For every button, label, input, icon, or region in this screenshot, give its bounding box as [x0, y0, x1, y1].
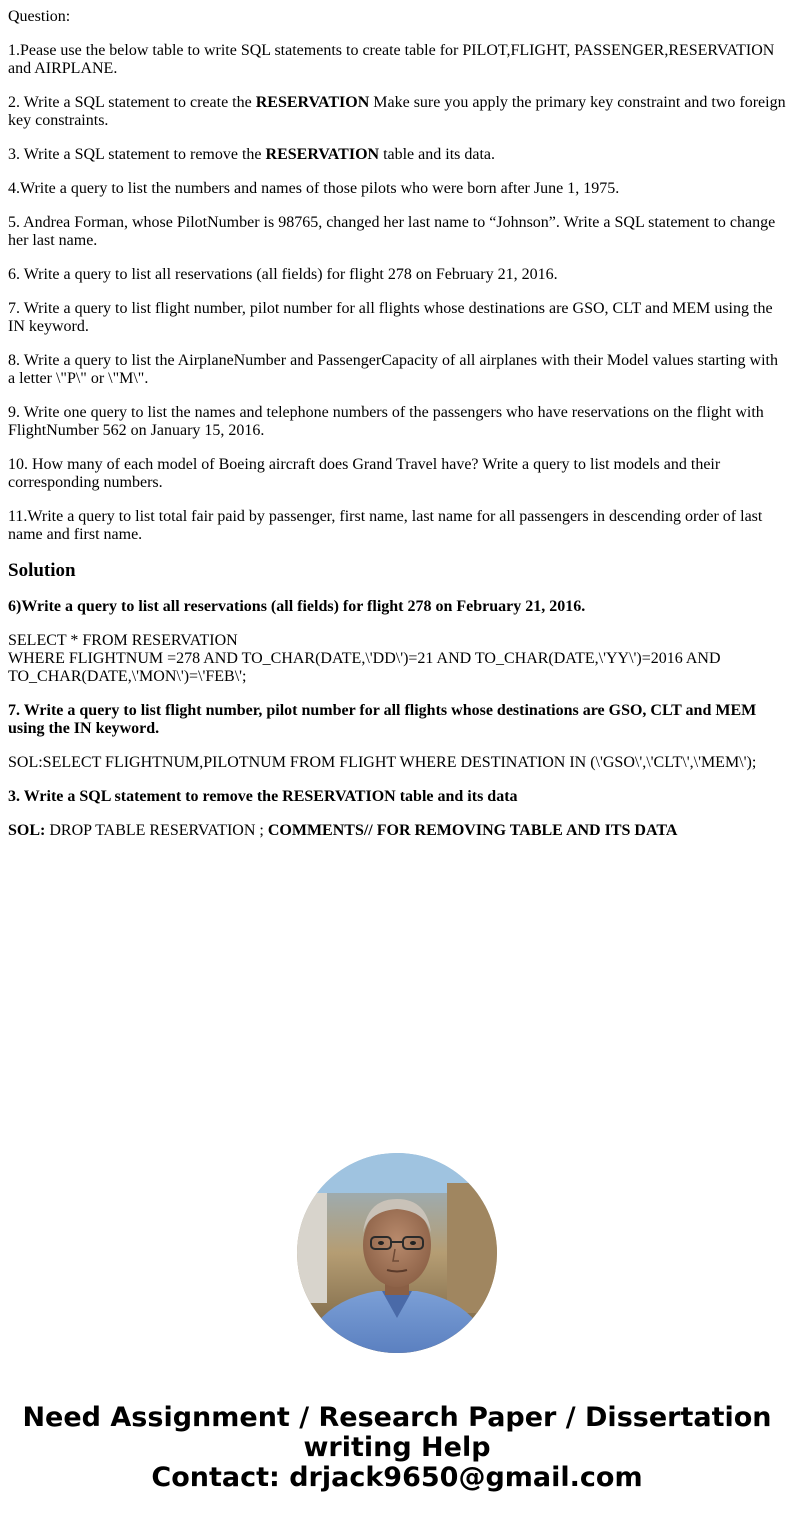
question-item-7: 7. Write a query to list flight number, pilot number for all flights whose destinations are GSO, CLT and MEM using the IN keyword.	[8, 300, 773, 335]
footer-line-2: writing Help	[303, 1432, 491, 1463]
question-item-6: 6. Write a query to list all reservations (all fields) for flight 278 on February 21, 2016.	[8, 266, 558, 283]
footer-line-1: Need Assignment / Research Paper / Dissertation	[22, 1402, 772, 1433]
solution-heading: Solution	[8, 560, 76, 581]
solution-q7-sql: SOL:SELECT FLIGHTNUM,PILOTNUM FROM FLIGHT WHERE DESTINATION IN (\'GSO\',\'CLT\',\'MEM\');	[8, 754, 757, 771]
footer-banner	[0, 1403, 794, 1493]
question-heading: Question:	[8, 8, 71, 25]
solution-q3-sql: SOL: DROP TABLE RESERVATION ; COMMENTS// FOR REMOVING TABLE AND ITS DATA	[8, 822, 678, 839]
reservation-keyword: RESERVATION	[255, 94, 370, 111]
footer-contact: Contact: drjack9650@gmail.com	[151, 1462, 643, 1493]
solution-q6-heading: 6)Write a query to list all reservations (all fields) for flight 278 on February 21, 2016.	[8, 598, 586, 615]
question-item-1: 1.Pease use the below table to write SQL statements to create table for PILOT,FLIGHT, PASSENGER,RESERVATION and AIRPLANE.	[8, 42, 775, 77]
question-item-8: 8. Write a query to list the AirplaneNumber and PassengerCapacity of all airplanes with their Model values starting with a letter \"P\" or \"M\".	[8, 352, 778, 387]
solution-q6-sql: SELECT * FROM RESERVATION WHERE FLIGHTNUM =278 AND TO_CHAR(DATE,\'DD\')=21 AND TO_CHAR(DATE,\'YY\')=2016 AND TO_CHAR(DATE,\'MON\')=\'FEB\';	[8, 632, 721, 685]
question-item-4: 4.Write a query to list the numbers and names of those pilots who were born after June 1, 1975.	[8, 180, 620, 197]
question-item-11: 11.Write a query to list total fair paid by passenger, first name, last name for all passengers in descending order of last name and first name.	[8, 508, 763, 543]
document-content	[8, 8, 788, 856]
question-item-5: 5. Andrea Forman, whose PilotNumber is 98765, changed her last name to “Johnson”. Write a SQL statement to change her last name.	[8, 214, 776, 249]
question-item-10: 10. How many of each model of Boeing aircraft does Grand Travel have? Write a query to list models and their corresponding numbers.	[8, 456, 721, 491]
author-avatar	[297, 1153, 497, 1353]
solution-q3-heading: 3. Write a SQL statement to remove the RESERVATION table and its data	[8, 788, 518, 805]
question-item-3: 3. Write a SQL statement to remove the RESERVATION table and its data.	[8, 146, 496, 163]
question-item-9: 9. Write one query to list the names and telephone numbers of the passengers who have reservations on the flight with FlightNumber 562 on January 15, 2016.	[8, 404, 764, 439]
reservation-keyword: RESERVATION	[265, 146, 380, 163]
question-item-2: 2. Write a SQL statement to create the RESERVATION Make sure you apply the primary key constraint and two foreign key constraints.	[8, 94, 786, 129]
author-photo-icon	[297, 1153, 497, 1353]
solution-q7-heading: 7. Write a query to list flight number, pilot number for all flights whose destinations are GSO, CLT and MEM using the IN keyword.	[8, 702, 757, 737]
